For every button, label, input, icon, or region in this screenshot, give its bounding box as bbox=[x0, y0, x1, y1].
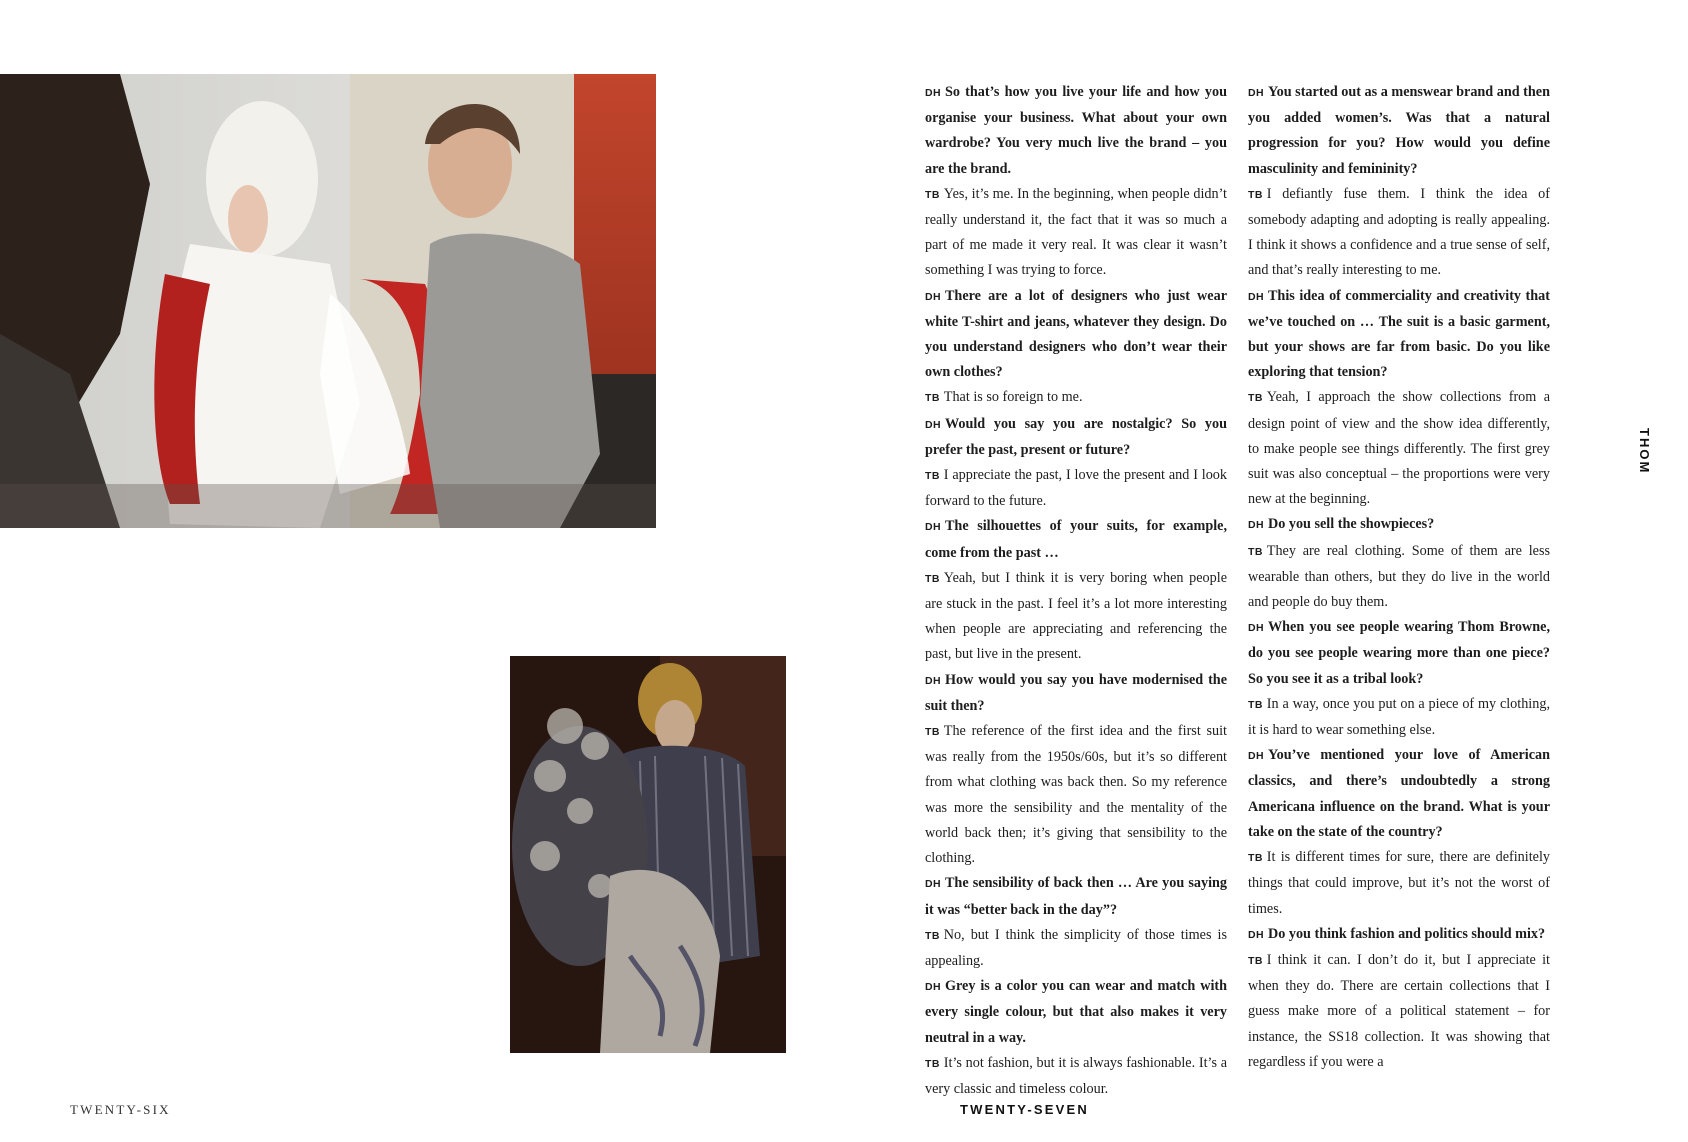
answer-text: It’s not fashion, but it is always fashionable. It’s a very classic and timeless colour. bbox=[925, 1054, 1227, 1097]
question-text: The silhouettes of your suits, for example, come from the past … bbox=[925, 518, 1227, 561]
speaker-label: DH bbox=[925, 521, 941, 534]
speaker-label: DH bbox=[925, 418, 941, 431]
interview-answer bbox=[925, 385, 1227, 411]
question-text: You started out as a menswear brand and then you added women’s. Was that a natural progression for you? How would you define masculinity and femininity? bbox=[1248, 84, 1550, 177]
interview-question bbox=[925, 514, 1227, 565]
interview-question bbox=[925, 668, 1227, 719]
speaker-label: TB bbox=[925, 726, 940, 739]
question-text: Do you sell the showpieces? bbox=[1267, 516, 1435, 533]
interview-question bbox=[1248, 615, 1550, 692]
speaker-label: DH bbox=[1248, 928, 1264, 941]
interview-column-left bbox=[925, 80, 1227, 1102]
speaker-label: DH bbox=[925, 290, 941, 303]
interview-question bbox=[1248, 922, 1550, 948]
question-text: So that’s how you live your life and how you organise your business. What about your own wardrobe? You very much live the brand – you are the brand. bbox=[925, 84, 1227, 177]
answer-text: Yeah, but I think it is very boring when people are stuck in the past. I feel it’s a lot more interesting when people are appreciating and referencing the past, but live in the present. bbox=[925, 569, 1227, 663]
answer-text: They are real clothing. Some of them are less wearable than others, but they do live in the world and people do buy them. bbox=[1248, 542, 1550, 611]
interview-question bbox=[1248, 512, 1550, 538]
question-text: Grey is a color you can wear and match with every single colour, but that also makes it very neutral in a way. bbox=[925, 978, 1227, 1046]
question-text: There are a lot of designers who just wear white T-shirt and jeans, whatever they design. Do you understand designers who don’t wear their own clothes? bbox=[925, 287, 1227, 381]
answer-text: Yes, it’s me. In the beginning, when people didn’t really understand it, the fact that it was so much a part of me made it very real. It was clear it wasn’t something I was trying to force. bbox=[925, 185, 1227, 279]
interview-question bbox=[925, 412, 1227, 463]
answer-text: I think it can. I don’t do it, but I appreciate it when they do. There are certain collections that I guess make more of a political statement – for instance, the SS18 collection. It was showing that regardless if you were a bbox=[1248, 951, 1550, 1070]
interview-answer bbox=[925, 923, 1227, 974]
interview-question bbox=[925, 974, 1227, 1051]
interview-question bbox=[1248, 743, 1550, 845]
speaker-label: TB bbox=[1248, 954, 1263, 967]
speaker-label: TB bbox=[1248, 188, 1263, 201]
running-head: THOM bbox=[1637, 428, 1652, 475]
speaker-label: TB bbox=[925, 1057, 940, 1070]
interview-question bbox=[925, 80, 1227, 182]
interview-answer bbox=[925, 566, 1227, 668]
interview-answer bbox=[1248, 845, 1550, 922]
speaker-label: DH bbox=[1248, 290, 1264, 303]
backstage-photo-top bbox=[0, 74, 656, 528]
interview-answer bbox=[1248, 539, 1550, 616]
answer-text: Yeah, I approach the show collections from a design point of view and the show idea differently, to make people see things differently. The first grey suit was also conceptual – the proportions were very new at the beginning. bbox=[1248, 389, 1550, 508]
backstage-photo-bottom bbox=[510, 656, 786, 1053]
interview-question bbox=[1248, 80, 1550, 182]
answer-text: That is so foreign to me. bbox=[943, 389, 1083, 406]
speaker-label: DH bbox=[1248, 622, 1264, 635]
interview-question bbox=[1248, 284, 1550, 386]
question-text: This idea of commerciality and creativity that we’ve touched on … The suit is a basic garment, but your shows are far from basic. Do you like exploring that tension? bbox=[1248, 287, 1550, 381]
interview-answer bbox=[1248, 182, 1550, 284]
question-text: You’ve mentioned your love of American classics, and there’s undoubtedly a strong Americana influence on the brand. What is your take on the state of the country? bbox=[1248, 747, 1550, 840]
answer-text: No, but I think the simplicity of those times is appealing. bbox=[925, 926, 1227, 969]
interview-answer bbox=[925, 1051, 1227, 1102]
question-text: Would you say you are nostalgic? So you prefer the past, present or future? bbox=[925, 415, 1227, 458]
answer-text: The reference of the first idea and the first suit was really from the 1950s/60s, but it’s so different from what clothing was back then. So my reference was more the sensibility and the mentality of the world back then; it’s giving that sensibility to the clothing. bbox=[925, 723, 1227, 867]
interview-column-right bbox=[1248, 80, 1550, 1075]
interview-answer bbox=[1248, 692, 1550, 743]
speaker-label: TB bbox=[925, 188, 940, 201]
speaker-label: TB bbox=[925, 470, 940, 483]
speaker-label: TB bbox=[1248, 392, 1263, 405]
speaker-label: TB bbox=[1248, 698, 1263, 711]
speaker-label: DH bbox=[1248, 519, 1264, 532]
page-number-left: TWENTY-SIX bbox=[70, 1102, 171, 1117]
speaker-label: TB bbox=[925, 572, 940, 585]
question-text: How would you say you have modernised the suit then? bbox=[925, 671, 1227, 714]
speaker-label: TB bbox=[925, 392, 940, 405]
interview-question bbox=[925, 284, 1227, 386]
speaker-label: DH bbox=[1248, 750, 1264, 763]
interview-answer bbox=[925, 719, 1227, 871]
interview-question bbox=[925, 871, 1227, 922]
question-text: When you see people wearing Thom Browne, do you see people wearing more than one piece? So you see it as a tribal look? bbox=[1248, 619, 1550, 687]
interview-answer bbox=[1248, 948, 1550, 1075]
speaker-label: DH bbox=[925, 674, 941, 687]
question-text: Do you think fashion and politics should mix? bbox=[1267, 925, 1546, 942]
backstage-photo-bottom-image bbox=[510, 656, 786, 1053]
question-text: The sensibility of back then … Are you saying it was “better back in the day”? bbox=[925, 875, 1227, 918]
speaker-label: DH bbox=[1248, 87, 1264, 99]
interview-answer bbox=[1248, 385, 1550, 512]
speaker-label: DH bbox=[925, 981, 941, 994]
backstage-photo-top-image bbox=[0, 74, 656, 528]
speaker-label: TB bbox=[1248, 852, 1263, 865]
answer-text: I defiantly fuse them. I think the idea of somebody adapting and adopting is really appealing. I think it shows a confidence and a true sense of self, and that’s really interesting to me. bbox=[1248, 185, 1550, 279]
interview-answer bbox=[925, 463, 1227, 514]
answer-text: In a way, once you put on a piece of my clothing, it is hard to wear something else. bbox=[1248, 695, 1550, 739]
page-number-right: TWENTY-SEVEN bbox=[960, 1102, 1089, 1117]
interview-answer bbox=[925, 182, 1227, 284]
speaker-label: TB bbox=[1248, 545, 1263, 558]
speaker-label: DH bbox=[925, 87, 941, 99]
answer-text: I appreciate the past, I love the present and I look forward to the future. bbox=[925, 467, 1227, 510]
answer-text: It is different times for sure, there are definitely things that could improve, but it’s not the worst of times. bbox=[1248, 849, 1550, 917]
speaker-label: DH bbox=[925, 878, 941, 891]
speaker-label: TB bbox=[925, 929, 940, 942]
